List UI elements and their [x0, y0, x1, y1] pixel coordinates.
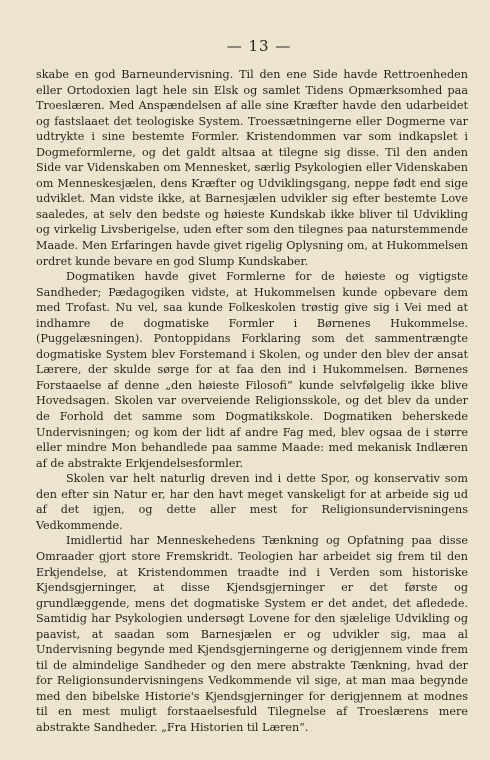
paragraph-4: Imidlertid har Menneskehedens Tænkning og Opfatning paa disse Omraader gjort store Fremskridt. Teologien har arbeidet sig frem til den Erkjendelse, at Kristendommen traadte ind i Verden som historiske Kjendsgjerninger, at disse Kjendsgjerninger er det første og grundlæggende, mens det dogmatiske System er det andet, det afledede. Samtidig har Psykologien undersøgt Lovene for den sjælelige Udvikling og paavist, at saadan som Barnesjælen er og udvikler sig, maa al Undervisning begynde med Kjendsgjerningerne og derigjennem vinde frem til de almindelige Sandheder og den mere abstrakte Tænkning, hvad der for Religionsundervisningens Vedkommende vil sige, at man maa begynde med den bibelske Historie's Kjendsgjerninger for derigjennem at modnes til en mest muligt forstaaelsesfuld Tilegnelse af Troeslærens mere abstrakte Sandheder. „Fra Historien til Læren“. — [36, 534, 468, 734]
page-number: — 13 — — [226, 37, 292, 55]
paragraph-3: Skolen var helt naturlig dreven ind i dette Spor, og konservativ som den efter sin Natur er, har den havt meget vanskeligt for at arbeide sig ud af det igjen, og dette aller mest for Religionsundervisningens Vedkommende. — [36, 472, 468, 532]
text-body — [36, 67, 468, 736]
paragraph-2: Dogmatiken havde givet Formlerne for de høieste og vigtigste Sandheder; Pædagogiken vidste, at Hukommelsen kunde opbevare dem med Trofast. Nu vel, saa kunde Folkeskolen trøstig give sig i Vei med at indhamre de dogmatiske Formler i Børnenes Hukommelse. (Puggelæsningen). Pontoppidans Forklaring som det sammentrængte dogmatiske System blev Forstemand i Skolen, og under den blev der ansat Lærere, der skulde sørge for at faa den ind i Hukommelsen. Børnenes Forstaaelse af denne „den høieste Filosofi“ kunde selvfølgelig ikke blive Hovedsagen. Skolen var overveiende Religionsskole, og det blev da under de Forhold det samme som Dogmatikskole. Dogmatiken beherskede Undervisningen; og kom der lidt af andre Fag med, blev ogsaa de i større eller mindre Mon behandlede paa samme Maade: med mekanisk Indlæren af de abstrakte Erkjendelsesformler. — [36, 270, 468, 470]
paragraph-1: skabe en god Barneundervisning. Til den ene Side havde Rettroenheden eller Ortodoxien lagt hele sin Elsk og samlet Tidens Opmærksomhed paa Troeslæren. Med Anspændelsen af alle sine Kræfter havde den udarbeidet og fastslaaet det teologiske System. Troessætningerne eller Dogmerne var udtrykte i sine bestemte Formler. Kristendommen var som indkapslet i Dogmeformlerne, og det galdt altsaa at tilegne sig disse. Til den anden Side var Videnskaben om Mennesket, særlig Psykologien eller Videnskaben om Menneskesjælen, dens Kræfter og Udviklingsgang, neppe født end sige udviklet. Man vidste ikke, at Barnesjælen udvikler sig efter bestemte Love saaledes, at selv den bedste og høieste Kundskab ikke bliver til Udvikling og virkelig Livsberigelse, uden efter som den tilegnes paa naturstemmende Maade. Men Erfaringen havde givet rigelig Oplysning om, at Hukommelsen ordret kunde bevare en god Slump Kundskaber. — [36, 68, 468, 268]
